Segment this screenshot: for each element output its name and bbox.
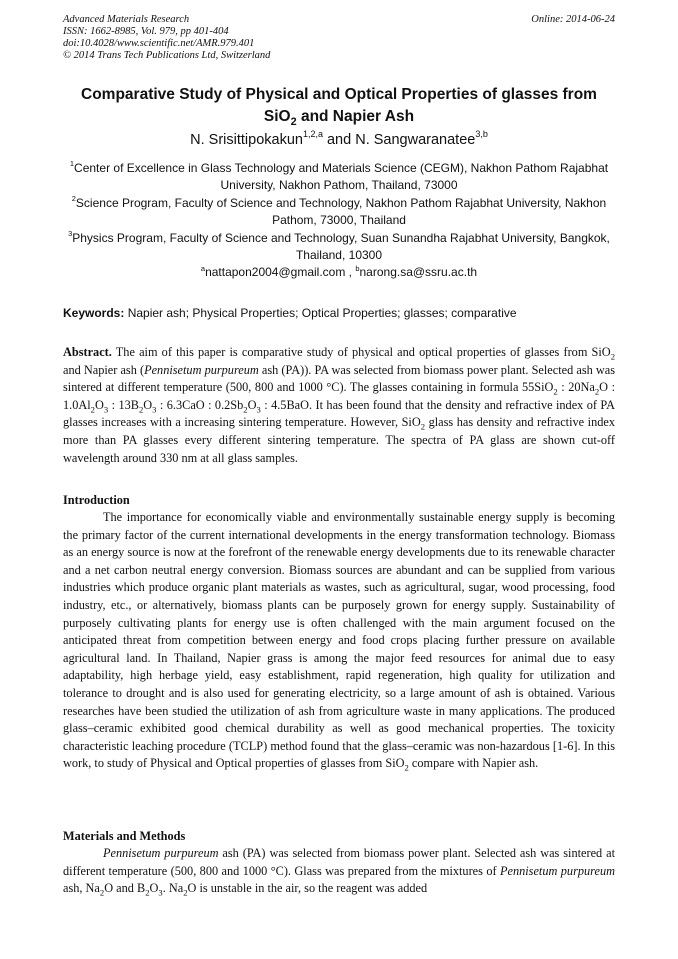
subscript: 2 bbox=[610, 351, 615, 362]
paragraph-text: O and B bbox=[104, 881, 146, 896]
paragraph-text: ash, Na bbox=[63, 881, 100, 896]
email-address[interactable]: nattapon2004@gmail.com bbox=[205, 265, 346, 280]
subscript: 2 bbox=[138, 404, 144, 415]
subscript: 3 bbox=[256, 404, 261, 415]
online-date: Online: 2014-06-24 bbox=[531, 14, 615, 25]
paper-title bbox=[63, 84, 615, 128]
author-superscript: 3,b bbox=[475, 129, 488, 140]
abstract-text: O bbox=[247, 397, 257, 412]
subscript: 2 bbox=[99, 887, 105, 898]
affiliation bbox=[63, 230, 615, 265]
subscript: 3 bbox=[103, 404, 109, 415]
subscript: 3 bbox=[152, 404, 157, 415]
methods-paragraph bbox=[63, 845, 615, 898]
abstract-text: : 6.3CaO : 0.2Sb bbox=[156, 397, 244, 412]
subscript: 3 bbox=[158, 887, 163, 898]
abstract-text: : 13B bbox=[108, 397, 139, 412]
subscript: 2 bbox=[145, 887, 150, 898]
issn-line: ISSN: 1662-8985, Vol. 979, pp 401-404 bbox=[63, 26, 229, 37]
abstract-text: : 4.5BaO. It has been found that the density and refractive index of PA glasses increases with a increasing sintering temperature. However, SiO bbox=[63, 397, 615, 430]
subscript: 2 bbox=[183, 887, 188, 898]
email-address[interactable]: narong.sa@ssru.ac.th bbox=[359, 265, 478, 280]
species-name: Pennisetum purpureum bbox=[144, 362, 259, 377]
abstract-text: ash (PA)). PA was selected from biomass power plant. Selected ash was sintered at different temperature (500, 800 and 1000 °C). The glasses containing in formula 55SiO bbox=[63, 362, 616, 395]
abstract-text: O bbox=[94, 397, 104, 412]
email-marker: b bbox=[355, 263, 360, 273]
affiliation-number: 1 bbox=[69, 159, 75, 169]
paragraph-text: O bbox=[149, 881, 159, 896]
paragraph-text: O is unstable in the air, so the reagent was added bbox=[187, 881, 428, 896]
author-conjunction: and bbox=[322, 132, 356, 148]
affiliation bbox=[63, 160, 615, 195]
running-header bbox=[63, 14, 615, 62]
abstract-text: The aim of this paper is comparative study of physical and optical properties of glasses from SiO bbox=[111, 345, 611, 359]
introduction-paragraph bbox=[63, 509, 615, 773]
abstract-text: : 20Na bbox=[557, 380, 595, 395]
species-name: Pennisetum purpureum bbox=[103, 846, 219, 860]
section-heading-introduction: Introduction bbox=[63, 493, 130, 507]
affiliation-text: Science Program, Faculty of Science and Technology, Nakhon Pathom Rajabhat University, Nakhon Pathom, 73000, Thailand bbox=[75, 195, 607, 228]
affiliation-number: 3 bbox=[68, 228, 73, 238]
keywords-text: Napier ash; Physical Properties; Optical Properties; glasses; comparative bbox=[124, 306, 517, 320]
subscript: 2 bbox=[404, 762, 409, 773]
paragraph-text: ash (PA) was selected from biomass power plant. Selected ash was sintered at different temperature (500, 800 and 1000 °C). Glass was prepared from the mixtures of bbox=[63, 846, 615, 878]
affiliations bbox=[63, 160, 615, 282]
title-text: Comparative Study of Physical and Optical Properties of glasses from SiO bbox=[81, 86, 597, 125]
email-separator: , bbox=[345, 265, 356, 280]
title-subscript: 2 bbox=[290, 116, 297, 129]
subscript: 2 bbox=[420, 421, 426, 432]
journal-name: Advanced Materials Research bbox=[63, 14, 190, 25]
section-heading-methods: Materials and Methods bbox=[63, 829, 186, 843]
paragraph-text: The importance for economically viable and environmentally sustainable energy supply is becoming the primary factor of the current international developments in the energy transformation technology. Biomass as an energy source is now at the forefront of the renewable energy developments due to its renewable character and a net carbon neutral energy conversion. Biomass sources are abundant and can be supplied from various industries which produce organic plant materials as wastes, such as agricultural, sugar, wood processing, food industry, etc., or alternatively, biomass plants can be purposely grown for energy supply. Sustainability of purposely cultivating plants for energy use is often challenged with the main argument focused on the anticipated threat from competition between energy and food crops placing further pressure on available agricultural land. In Thailand, Napier grass is among the major feed resources for animal due to easy adaptability, high herbage yield, easy establishment, rapid regeneration, high quality for utilization and tolerance to drought and is also used for generating electricity, so a large amount of ash is obtained. Various researches have been studied the utilization of ash from agriculture waste in many applications. The produced glass–ceramic exhibited good chemical durability as well as good mechanical properties. The toxicity characteristic leaching procedure (TCLP) method found that the glass–ceramic was non-hazardous [1-6]. In this work, to study of Physical and Optical properties of glasses from SiO bbox=[63, 510, 615, 771]
keywords bbox=[63, 306, 615, 321]
author-name: N. Sangwaranatee bbox=[355, 132, 476, 148]
author-superscript: 1,2,a bbox=[302, 129, 323, 140]
paragraph-text: . Na bbox=[162, 881, 184, 896]
subscript: 2 bbox=[243, 404, 248, 415]
copyright-line: © 2014 Trans Tech Publications Ltd, Switzerland bbox=[63, 50, 271, 61]
author-name: N. Srisittipokakun bbox=[190, 132, 303, 148]
affiliation bbox=[63, 195, 615, 230]
subscript: 2 bbox=[594, 386, 600, 397]
abstract-label: Abstract. bbox=[63, 345, 112, 359]
subscript: 2 bbox=[553, 386, 558, 397]
species-name: Pennisetum purpureum bbox=[500, 863, 615, 878]
subscript: 2 bbox=[90, 404, 95, 415]
abstract-text: O bbox=[143, 397, 153, 412]
keywords-label: Keywords: bbox=[63, 306, 125, 320]
email-line bbox=[63, 264, 615, 281]
abstract bbox=[63, 344, 615, 467]
paragraph-text: compare with Napier ash. bbox=[408, 756, 539, 771]
title-text-end: and Napier Ash bbox=[296, 108, 415, 125]
affiliation-number: 2 bbox=[71, 194, 76, 204]
email-marker: a bbox=[200, 263, 206, 273]
abstract-text: O : 1.0Al bbox=[63, 380, 615, 412]
abstract-text: glass has density and refractive index more than PA glasses every different sintering temperature. The spectra of PA glass are shown cut-off wavelength around 330 nm at all glass samples. bbox=[63, 415, 615, 465]
affiliation-text: Center of Excellence in Glass Technology and Materials Science (CEGM), Nakhon Pathom Rajabhat University, Nakhon Pathom, Thailand, 73000 bbox=[74, 161, 609, 193]
abstract-text: and Napier ash ( bbox=[63, 362, 145, 377]
doi-line: doi:10.4028/www.scientific.net/AMR.979.401 bbox=[63, 38, 255, 49]
author-list bbox=[63, 131, 615, 149]
affiliation-text: Physics Program, Faculty of Science and Technology, Suan Sunandha Rajabhat University, Bangkok, Thailand, 10300 bbox=[72, 230, 610, 263]
